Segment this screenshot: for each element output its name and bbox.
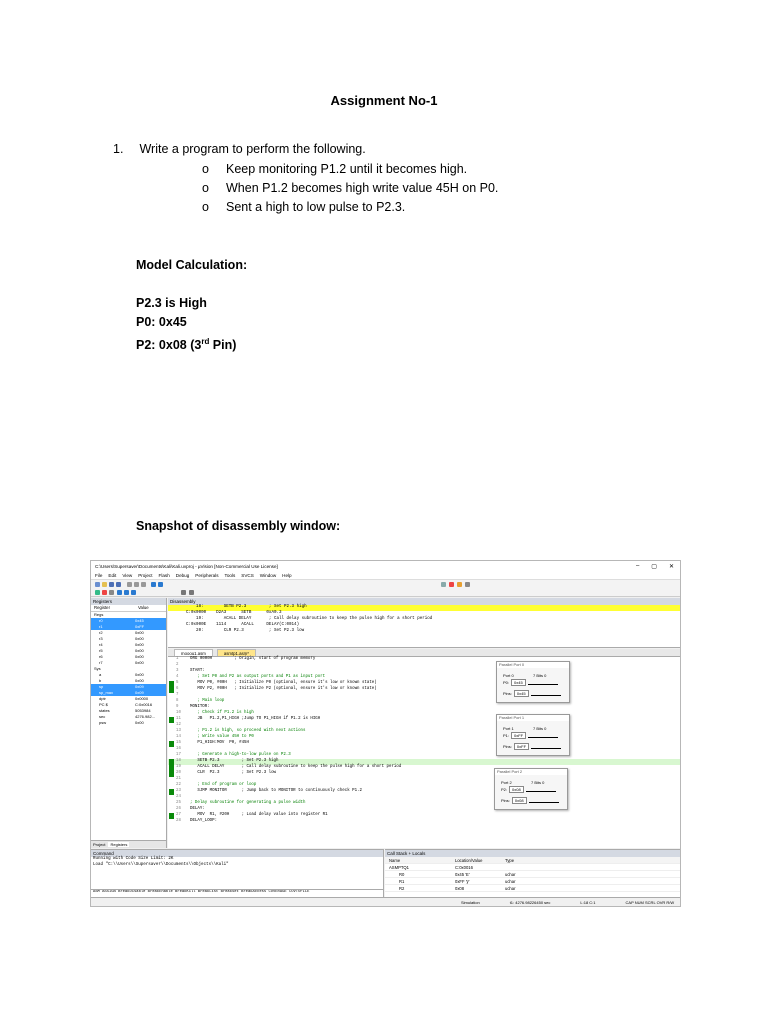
window-controls	[636, 563, 674, 570]
cut-icon[interactable]	[127, 582, 132, 587]
callstack-rows	[385, 864, 680, 892]
callstack-location: 0xFF 'ÿ'	[455, 878, 470, 884]
line-number: 25	[176, 801, 181, 805]
code-text: ; Main loop	[190, 699, 225, 703]
parallel-port-window[interactable]	[496, 714, 570, 756]
model-calculation-heading: Model Calculation:	[136, 258, 248, 272]
uvision-screenshot	[90, 560, 681, 907]
step-out-icon[interactable]	[131, 590, 136, 595]
task-text: Sent a high to low pulse to P2.3.	[226, 200, 406, 214]
window-titlebar	[91, 561, 680, 571]
code-text: DELAY_LOOP:	[190, 819, 218, 823]
model-line: P2.3 is High	[136, 296, 207, 310]
callstack-row[interactable]	[385, 871, 680, 878]
line-number: 7	[176, 693, 179, 697]
line-number: 16	[176, 747, 181, 751]
port-register-row	[503, 679, 558, 686]
register-name: PC $	[99, 702, 108, 707]
code-text: ORG 0000H ; Origin, start of program memory	[190, 657, 316, 661]
command-panel	[91, 849, 384, 897]
line-number: 24	[176, 795, 181, 799]
code-text: ; Write value 45H to P0	[190, 735, 254, 739]
line-number: 6	[176, 687, 179, 691]
run-icon[interactable]	[102, 590, 107, 595]
register-value: 0x00	[135, 672, 144, 677]
col-location: Location/Value	[455, 857, 483, 863]
page-title: Assignment No-1	[330, 93, 438, 108]
port-register-label: P0:	[503, 680, 510, 685]
undo-icon[interactable]	[151, 582, 156, 587]
debug-icon[interactable]	[457, 582, 462, 587]
code-text: ACALL DELAY ; Call delay subroutine to keep the pulse high for a short period	[190, 765, 402, 769]
register-value: 0x00	[135, 630, 144, 635]
bit-checkboxes[interactable]	[528, 680, 558, 685]
register-list	[91, 612, 166, 726]
new-file-icon[interactable]	[95, 582, 100, 587]
register-name: a	[99, 672, 102, 677]
bits-label: 7 Bits 0	[533, 673, 547, 678]
line-number: 5	[176, 681, 179, 685]
col-name: Name	[389, 857, 401, 863]
register-name: Regs	[94, 612, 104, 617]
disassembly-lines	[168, 605, 680, 635]
call-stack-panel	[385, 849, 680, 897]
register-value: 0x09	[135, 690, 144, 695]
panel-header: Call Stack + Locals	[385, 850, 680, 857]
code-text: MOV R1, #20H ; Load delay value into register R1	[190, 813, 328, 817]
bit-checkboxes[interactable]	[528, 733, 558, 738]
step-into-icon[interactable]	[117, 590, 122, 595]
model-calculation-lines	[136, 294, 236, 355]
col-value: Value	[138, 605, 149, 610]
callstack-name: R1	[399, 878, 405, 884]
port-pins-row	[503, 743, 561, 750]
tab-file[interactable]: mooou1.asm	[174, 649, 213, 656]
task-text: When P1.2 becomes high write value 45H on P0.	[226, 181, 499, 195]
register-name: sec	[99, 714, 106, 719]
register-name: states	[99, 708, 110, 713]
port-register-label: P2:	[501, 787, 508, 792]
redo-icon[interactable]	[158, 582, 163, 587]
line-number: 12	[176, 723, 181, 727]
line-number: 14	[176, 735, 181, 739]
register-name: r3	[99, 636, 103, 641]
line-number: 21	[176, 777, 181, 781]
minimize-icon[interactable]: –	[635, 563, 640, 569]
editor-tabs	[168, 649, 680, 657]
port-label: Port 2	[501, 780, 512, 785]
disassembly-line: 20: CLR P2.3 ; Set P2.3 low	[186, 629, 305, 633]
pin-checkboxes[interactable]	[529, 798, 559, 803]
code-text: DELAY:	[190, 807, 205, 811]
register-value: 0x00	[135, 642, 144, 647]
task-list	[202, 160, 498, 217]
menu-item-peripherals[interactable]: Peripherals	[195, 572, 219, 578]
disassembly-line: C:0x000E 1114 ACALL DELAY(C:0014)	[186, 623, 300, 627]
line-number: 26	[176, 807, 181, 811]
toolbar-primary	[91, 579, 680, 588]
port-pins-row	[503, 690, 561, 697]
callstack-row[interactable]	[385, 878, 680, 885]
register-value: 0x00	[135, 654, 144, 659]
register-value: 5053984	[135, 708, 151, 713]
panel-header: Disassembly	[168, 598, 680, 605]
tab-registers[interactable]: Registers	[110, 842, 128, 847]
line-number: 10	[176, 711, 181, 715]
pins-value[interactable]: 0x08	[512, 797, 527, 804]
code-text: ; Set P0 and P2 as output ports and P1 as input port	[190, 675, 326, 679]
register-value: 4276.982...	[135, 714, 156, 719]
register-name: dptr	[99, 696, 106, 701]
register-value: 0x0000	[135, 696, 149, 701]
panel-header: Command	[91, 850, 383, 857]
stop-icon[interactable]	[109, 590, 114, 595]
line-number: 1	[176, 657, 179, 661]
settings-icon[interactable]	[465, 582, 470, 587]
callstack-name: ASMPTQ1	[389, 864, 410, 870]
col-register: Register	[94, 605, 111, 610]
p2-prefix: P2: 0x08 (3	[136, 338, 202, 353]
model-line: P0: 0x45	[136, 315, 187, 329]
disassembly-line: 19: ACALL DELAY ; Call delay subroutine to keep the pulse high for a short period	[186, 617, 433, 621]
port-window-title: Parallel Port 0	[497, 662, 569, 668]
register-name: r7	[99, 660, 103, 665]
p2-superscript: rd	[201, 337, 210, 346]
pins-value[interactable]: 0x45	[514, 690, 529, 697]
line-number: 2	[176, 663, 179, 667]
menu-bar	[91, 571, 680, 579]
line-number: 17	[176, 753, 181, 757]
panel-tabs	[91, 840, 166, 848]
port-window-title: Parallel Port 2	[495, 769, 567, 775]
line-number: 8	[176, 699, 179, 703]
register-value: 0xFF	[135, 624, 145, 629]
status-mode: Simulation	[461, 899, 480, 905]
menu-item-tools[interactable]: Tools	[224, 572, 236, 578]
callstack-type: uchar	[505, 878, 516, 884]
menu-item-help[interactable]: Help	[282, 572, 292, 578]
parallel-port-window[interactable]	[494, 768, 568, 810]
code-text: ; P1.2 is high, so proceed with next actions	[190, 729, 306, 733]
paste-icon[interactable]	[141, 582, 146, 587]
status-cursor: L:18 C:1	[580, 899, 596, 905]
callstack-location: 0x08	[455, 885, 465, 891]
line-number: 13	[176, 729, 181, 733]
question-number: 1.	[113, 142, 124, 156]
window-title: C:\Users\Supersaver\Documents\Kali\Kali.uvproj - µVision [Non-Commercial Use License]	[95, 563, 278, 569]
p2-suffix: Pin)	[209, 338, 237, 353]
line-number: 27	[176, 813, 181, 817]
task-item	[202, 179, 498, 198]
register-value: 0x00	[135, 636, 144, 641]
port-register-value[interactable]: 0x08	[509, 786, 524, 793]
register-name: r1	[99, 624, 103, 629]
line-number: 9	[176, 705, 179, 709]
bit-checkboxes[interactable]	[526, 787, 556, 792]
disassembly-window	[168, 598, 680, 648]
task-item	[202, 198, 498, 217]
callstack-name: R0	[399, 871, 405, 877]
line-number: 11	[176, 717, 181, 721]
menu-item-project[interactable]: Project	[138, 572, 153, 578]
line-number: 3	[176, 669, 179, 673]
menu-item-debug[interactable]: Debug	[175, 572, 190, 578]
tab-file-active[interactable]: asmtp1.asm*	[217, 649, 256, 656]
copy-icon[interactable]	[134, 582, 139, 587]
maximize-icon[interactable]: ▢	[651, 564, 657, 570]
disassembly-line: 18: SETB P2.3 ; Set P2.3 high	[168, 605, 680, 611]
toolbar-debug	[91, 588, 680, 597]
parallel-port-window[interactable]	[496, 661, 570, 703]
code-text: ; End of program or loop	[190, 783, 257, 787]
line-number: 19	[176, 765, 181, 769]
command-output-line: Load "C:\\Users\\Supersaver\\Documents\\Objects\\Kali"	[93, 863, 229, 867]
model-line-p2	[136, 332, 236, 355]
callstack-location: 0x45 'E'	[455, 871, 470, 877]
task-item	[202, 160, 498, 179]
register-name: r6	[99, 654, 103, 659]
port-register-value[interactable]: 0x45	[511, 679, 526, 686]
register-value: 0x09	[135, 684, 144, 689]
panel-header: Registers	[91, 598, 166, 605]
line-number: 4	[176, 675, 179, 679]
callstack-type: uchar	[505, 871, 516, 877]
command-output-line: Running with Code Size Limit: 2K	[93, 857, 174, 861]
code-text: SETB P2.3 ; Set P2.3 high	[190, 759, 279, 763]
register-value: C:0x0016	[135, 702, 153, 707]
step-over-icon[interactable]	[124, 590, 129, 595]
register-name: r2	[99, 630, 103, 635]
menu-item-flash[interactable]: Flash	[158, 572, 170, 578]
callstack-location: C:0x0016	[455, 864, 473, 870]
register-name: psw	[99, 720, 107, 725]
disassembly-line: C:0x0000 D2A3 SETB 0xA0.3	[186, 611, 282, 615]
task-text: Keep monitoring P1.2 until it becomes high.	[226, 162, 468, 176]
register-name: sp_max	[99, 690, 114, 695]
line-number: 15	[176, 741, 181, 745]
pin-checkboxes[interactable]	[531, 744, 561, 749]
register-name: sp	[99, 684, 104, 689]
menu-item-file[interactable]: File	[95, 572, 103, 578]
port-pins-row	[501, 797, 559, 804]
port-register-value[interactable]: 0xFF	[511, 732, 526, 739]
code-text: SJMP MONITOR ; Jump back to MONITOR to continuously check P1.2	[190, 789, 362, 793]
col-type: Type	[505, 857, 515, 863]
snapshot-heading: Snapshot of disassembly window:	[136, 519, 341, 533]
code-text: ; Generate a high-to-low pulse on P2.3	[190, 753, 291, 757]
command-help-bar: ASM ASSIGN BreakDisable BreakEnable BreakKill BreakList BreakSet BreakAccess COVERAGE COVTOFILE	[91, 889, 383, 897]
tab-project[interactable]: Project	[93, 842, 106, 847]
memory-icon[interactable]	[189, 590, 194, 595]
code-text: MOV P0, #00H ; Initialize P0 (optional, ensure it's low or known state)	[190, 681, 377, 685]
status-time: t1: 4276.98226450 sec	[509, 899, 551, 905]
line-number: 23	[176, 789, 181, 793]
open-folder-icon[interactable]	[102, 582, 107, 587]
menu-item-window[interactable]: Window	[259, 572, 277, 578]
bits-label: 7 Bits 0	[531, 780, 545, 785]
menu-item-view[interactable]: View	[122, 572, 133, 578]
port-register-row	[503, 732, 558, 739]
callstack-row[interactable]	[385, 885, 680, 892]
pins-label: Pins:	[503, 744, 512, 749]
bullet-mark: o	[202, 181, 209, 195]
menu-item-edit[interactable]: Edit	[108, 572, 117, 578]
code-text: P1_HIGH:MOV P0, #45H	[190, 741, 249, 745]
register-name: b	[99, 678, 102, 683]
pins-value[interactable]: 0xFF	[514, 743, 529, 750]
bullet-mark: o	[202, 162, 209, 176]
callstack-header	[385, 857, 680, 864]
line-number: 18	[176, 759, 181, 763]
close-icon[interactable]: ✕	[668, 564, 674, 570]
register-name: r4	[99, 642, 103, 647]
registers-panel	[91, 598, 167, 848]
register-value: 0x00	[135, 660, 144, 665]
save-all-icon[interactable]	[116, 582, 121, 587]
port-label: Port 0	[503, 673, 514, 678]
line-number: 28	[176, 819, 181, 823]
register-value: 0x00	[135, 648, 144, 653]
code-text: MONITOR:	[190, 705, 210, 709]
status-bar	[91, 897, 680, 906]
search-icon[interactable]	[441, 582, 446, 587]
register-value: 0x45	[135, 618, 144, 623]
callstack-row[interactable]	[385, 864, 680, 871]
pins-label: Pins:	[503, 691, 512, 696]
pins-label: Pins:	[501, 798, 510, 803]
code-text: START:	[190, 669, 205, 673]
reset-icon[interactable]	[95, 590, 100, 595]
register-header	[91, 605, 166, 612]
callstack-type: uchar	[505, 885, 516, 891]
port-window-title: Parallel Port 1	[497, 715, 569, 721]
status-flags: CAP NUM SCRL OVR R/W	[625, 899, 675, 905]
register-value: 0x00	[135, 678, 144, 683]
register-value: 0x00	[135, 720, 144, 725]
line-number: 20	[176, 771, 181, 775]
register-name: Sys	[94, 666, 101, 671]
register-name: r0	[99, 618, 103, 623]
code-lines	[168, 657, 680, 825]
code-text: ; Check if P1.2 is high	[190, 711, 254, 715]
register-name: r5	[99, 648, 103, 653]
window-icon[interactable]	[181, 590, 186, 595]
register-row[interactable]	[91, 720, 166, 726]
code-text: CLR P2.3 ; Set P2.3 low	[190, 771, 276, 775]
bullet-mark: o	[202, 200, 209, 214]
pin-checkboxes[interactable]	[531, 691, 561, 696]
code-text: ; Delay subroutine for generating a pulse width	[190, 801, 306, 805]
line-number: 22	[176, 783, 181, 787]
code-text: MOV P2, #00H ; Initialize P2 (optional, ensure it's low or known state)	[190, 687, 377, 691]
code-text: JB P1.2,P1_HIGH ;Jump TO P1_HIGH if P1.2 is HIGH	[190, 717, 321, 721]
code-editor	[168, 649, 680, 848]
question-text: Write a program to perform the following.	[139, 142, 366, 156]
question-1	[113, 142, 366, 156]
bits-label: 7 Bits 0	[533, 726, 547, 731]
menu-item-svcs[interactable]: SVCS	[241, 572, 254, 578]
port-register-label: P1:	[503, 733, 510, 738]
port-label: Port 1	[503, 726, 514, 731]
breakpoint-icon[interactable]	[449, 582, 454, 587]
save-icon[interactable]	[109, 582, 114, 587]
port-register-row	[501, 786, 556, 793]
callstack-name: R2	[399, 885, 405, 891]
code-line[interactable]	[168, 819, 680, 825]
